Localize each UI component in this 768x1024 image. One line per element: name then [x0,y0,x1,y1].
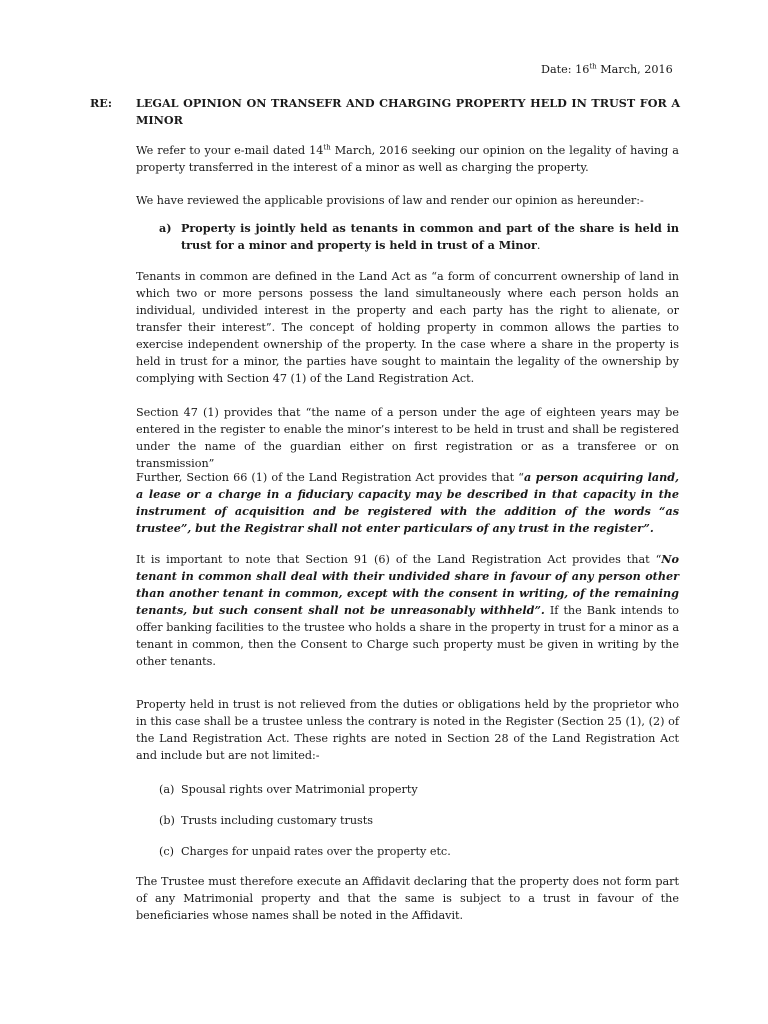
letter-date: Date: 16th March, 2016 [541,62,673,76]
list-item: Trusts including customary trusts [181,814,374,827]
list-item-marker: (a) [159,783,175,796]
intro-paragraph: We refer to your e-mail dated 14th March, 2016 seeking our opinion on the legality of having a property transferred in the interest of a minor as well as charging the property. [136,143,679,174]
list-item-marker: (c) [159,845,174,858]
subject-title: LEGAL OPINION ON TRANSEFR AND CHARGING PROPERTY HELD IN TRUST FOR A MINOR [136,96,680,127]
section-a-heading: Property is jointly held as tenants in common and part of the share is held in trust for a minor and property is held in trust of a Minor. [181,221,679,252]
section-a-marker: a) [159,221,172,235]
list-item-marker: (b) [159,814,175,827]
section-47-paragraph: Section 47 (1) provides that “the name of a person under the age of eighteen years may be entered in the register to enable the minor’s interest to be held in trust and shall be registered under the name of the guardian either on first registration or as a transferee or on transmission” [136,406,679,470]
property-held-in-trust-paragraph: Property held in trust is not relieved from the duties or obligations held by the proprietor who in this case shall be a trustee unless the contrary is noted in the Register (Section 25 (1), (2) of the Land Registration Act. These rights are noted in Section 28 of the Land Registration Act and include but are not limited:- [136,698,679,762]
list-item: Spousal rights over Matrimonial property [181,783,418,796]
review-paragraph: We have reviewed the applicable provisions of law and render our opinion as hereunder:- [136,194,644,207]
section-66-paragraph: Further, Section 66 (1) of the Land Registration Act provides that “a person acquiring land, a lease or a charge in a fiduciary capacity may be described in that capacity in the instrument of acquisition and be registered with the addition of the words “as trustee”, but the Registrar shall not enter particulars of any trust in the register”. [136,470,679,535]
list-item: Charges for unpaid rates over the property etc. [181,845,451,858]
subject-label: RE: [90,96,112,110]
affidavit-paragraph: The Trustee must therefore execute an Affidavit declaring that the property does not form part of any Matrimonial property and that the same is subject to a trust in favour of the beneficiaries whose names shall be noted in the Affidavit. [136,875,679,922]
tenants-in-common-paragraph: Tenants in common are defined in the Land Act as “a form of concurrent ownership of land in which two or more persons possess the land simultaneously where each person holds an individual, undivided interest in the property and each party has the right to alienate, or transfer their interest”. The concept of holding property in common allows the parties to exercise independent ownership of the property. In the case where a share in the property is held in trust for a minor, the parties have sought to maintain the legality of the ownership by complying with Section 47 (1) of the Land Registration Act. [136,270,679,385]
section-91-paragraph: It is important to note that Section 91 (6) of the Land Registration Act provides that “No tenant in common shall deal with their undivided share in favour of any person other than another tenant in common, except with the consent in writing, of the remaining tenants, but such consent shall not be unreasonably withheld”. If the Bank intends to offer banking facilities to the trustee who holds a share in the property in trust for a minor as a tenant in common, then the Consent to Charge such property must be given in writing by the other tenants. [136,552,679,668]
